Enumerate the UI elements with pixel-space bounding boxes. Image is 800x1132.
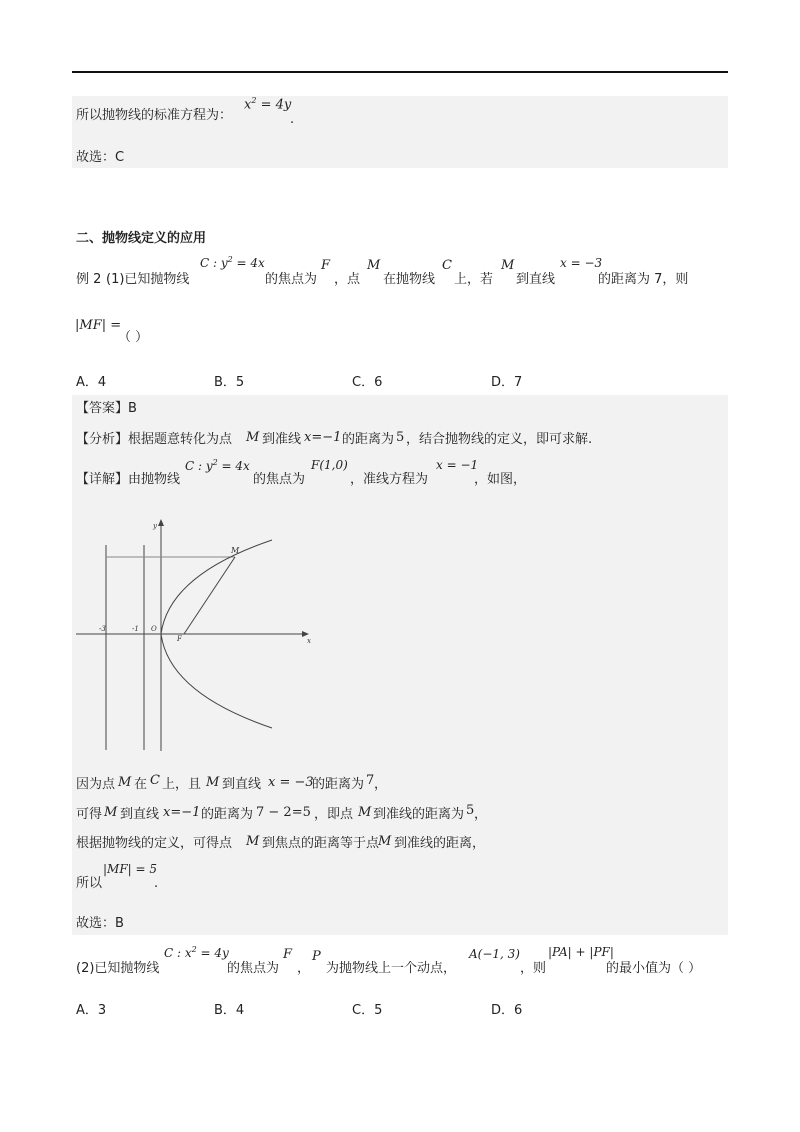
header-rule [72, 71, 728, 73]
reason2-b: 到直线 [120, 807, 160, 822]
reason1-m2: M [206, 775, 220, 790]
var-f: F [321, 258, 331, 273]
part2-equation: C : $x^2 = 4y$ [164, 945, 229, 960]
detail-directrix: x = −1 [436, 458, 479, 472]
graph-label-x: x [307, 637, 311, 645]
reason2-val: 5 [466, 803, 475, 818]
reason1-b: 在 [134, 777, 148, 792]
mf-expression: |MF| = [75, 318, 122, 333]
graph-label-neg3: -3 [99, 625, 106, 633]
graph-label-o: O [151, 625, 157, 633]
reason4-eq: |MF| = 5 [103, 862, 158, 876]
part2-focus: 的焦点为 [227, 961, 280, 976]
reason2-calc: 7 − 2=5 [256, 805, 311, 820]
option-d[interactable]: D．7 [491, 375, 523, 390]
graph-label-m: M [231, 546, 240, 555]
answer-line: 【答案】B [76, 401, 137, 416]
text-on: 在抛物线 [383, 272, 436, 287]
reason1-m: M [118, 775, 132, 790]
graph-label-neg1: -1 [132, 625, 139, 633]
part2-var-f: F [283, 947, 293, 962]
analysis-mid: 到准线 [262, 432, 302, 447]
standard-equation-end: . [290, 112, 295, 127]
solution-shade-top [72, 96, 728, 168]
reason1-e: 到直线 [222, 777, 262, 792]
graph-label-y: y [153, 522, 157, 530]
text-to-line: 到直线 [516, 272, 556, 287]
var-m2: M [501, 258, 515, 273]
analysis-mid2: 的距离为 [342, 432, 395, 447]
reason1-a: 因为点 [76, 777, 116, 792]
reason3-a: 根据抛物线的定义，可得点 [76, 836, 233, 851]
detail-equation: C : $y^2 = 4x$ [185, 458, 250, 473]
detail-prefix: 【详解】由抛物线 [76, 472, 181, 487]
text-focus: 的焦点为 [265, 272, 318, 287]
option-a[interactable]: A．4 [76, 375, 107, 390]
var-c: C [442, 258, 452, 273]
standard-equation: $x^2 = 4y$ [244, 96, 292, 113]
detail-mid: 的焦点为 [253, 472, 306, 487]
detail-focus: F(1,0) [311, 458, 348, 472]
reason1-end: ， [374, 777, 388, 792]
part2-expression: |PA| + |PF| [548, 945, 614, 959]
part2-option-c[interactable]: C．5 [352, 1003, 383, 1018]
reason2-d: ，即点 [314, 807, 354, 822]
reason3-c: 到准线的距离， [394, 836, 486, 851]
text-point: ，点 [334, 272, 361, 287]
reason2-end: ， [474, 807, 488, 822]
analysis-end: ，结合抛物线的定义，即可求解. [406, 432, 593, 447]
section-title: 二、抛物线定义的应用 [76, 231, 207, 246]
reason3-m2: M [378, 834, 392, 849]
part2-option-b[interactable]: B．4 [214, 1003, 245, 1018]
parabola-diagram [74, 515, 314, 755]
answer-paren: （ ） [118, 330, 149, 345]
part1-intro: (1)已知抛物线 [106, 272, 190, 287]
reason1-f: 的距离为 [312, 777, 365, 792]
line-x-neg3: x = −3 [560, 256, 603, 270]
part2-intro: (2)已知抛物线 [76, 961, 160, 976]
var-m: M [367, 258, 381, 273]
reason2-m: M [104, 805, 118, 820]
text-distance: 的距离为 7，则 [598, 272, 689, 287]
reason1-eq: x = −3 [268, 775, 314, 790]
part2-moving: 为抛物线上一个动点， [326, 961, 457, 976]
reason3-m: M [246, 834, 260, 849]
part2-minimum: 的最小值为（ ） [606, 961, 702, 976]
reason1-c: C [150, 773, 160, 788]
part2-point-a: A(−1, 3) [469, 947, 520, 961]
option-c[interactable]: C．6 [352, 375, 383, 390]
example-label: 例 2 [76, 272, 102, 287]
standard-equation-text: 所以抛物线的标准方程为： [76, 108, 233, 123]
part2-var-p: P [312, 949, 321, 964]
answer-c-line: 故选：C [76, 150, 125, 165]
final-answer: 故选：B [76, 916, 124, 931]
reason3-b: 到焦点的距离等于点 [262, 836, 380, 851]
part2-option-a[interactable]: A．3 [76, 1003, 107, 1018]
reason2-eq: x=−1 [163, 805, 201, 820]
reason2-m2: M [358, 805, 372, 820]
part2-comma: ， [297, 961, 311, 976]
analysis-prefix: 【分析】根据题意转化为点 [76, 432, 233, 447]
analysis-eq: x=−1 [304, 430, 342, 445]
detail-mid2: ，准线方程为 [350, 472, 429, 487]
analysis-m: M [246, 430, 260, 445]
text-if: 上，若 [454, 272, 494, 287]
y-axis-arrow [158, 519, 164, 526]
option-b[interactable]: B．5 [214, 375, 245, 390]
part2-then: ，则 [520, 961, 547, 976]
part2-option-d[interactable]: D．6 [491, 1003, 523, 1018]
reason4-end: . [154, 876, 159, 891]
reason1-d: 上，且 [162, 777, 202, 792]
detail-end: ，如图， [474, 472, 527, 487]
reason2-c: 的距离为 [201, 807, 254, 822]
reason4-a: 所以 [76, 876, 103, 891]
parabola-c-equation: C : $y^2 = 4x$ [200, 255, 265, 270]
reason2-e: 到准线的距离为 [373, 807, 465, 822]
graph-label-f: F [177, 635, 182, 643]
analysis-val: 5 [396, 430, 405, 445]
reason2-a: 可得 [76, 807, 103, 822]
reason1-val: 7 [366, 773, 375, 788]
